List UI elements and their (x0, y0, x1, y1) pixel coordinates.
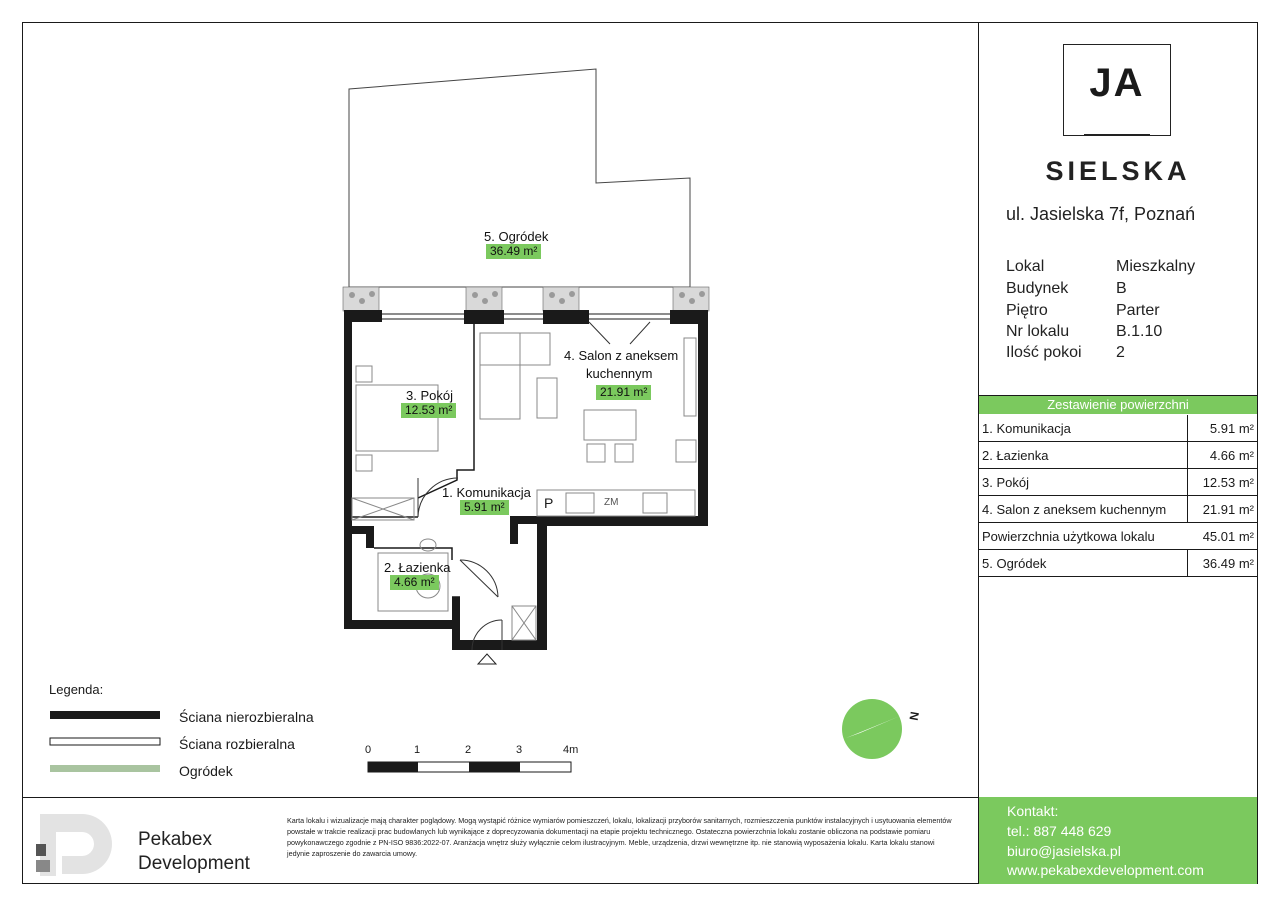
contact-title: Kontakt: (1007, 803, 1059, 819)
info-value: B.1.10 (1116, 323, 1163, 340)
scale-tick-0: 0 (365, 744, 372, 756)
pekabex-logo-icon (34, 810, 130, 880)
info-key: Lokal (1006, 258, 1045, 275)
info-row (1006, 280, 1127, 298)
summary-row-value: 4.66 m² (1209, 448, 1254, 463)
legend-label-partition: Ściana rozbieralna (179, 736, 295, 752)
info-row (1006, 344, 1125, 362)
scale-tick-1: 1 (414, 744, 421, 756)
legend-swatch-bearing (50, 711, 160, 719)
info-key: Piętro (1006, 302, 1048, 319)
summary-row-total (979, 523, 1257, 550)
contact-box (979, 797, 1257, 884)
info-key: Budynek (1006, 280, 1069, 297)
dining-table (584, 410, 636, 440)
summary-row-value: 21.91 m² (1202, 502, 1254, 517)
garden-edge-stones (343, 287, 709, 311)
info-key: Ilość pokoi (1006, 344, 1082, 361)
contact-phone[interactable]: tel.: 887 448 629 (1007, 823, 1112, 839)
developer-name-line1: Pekabex (138, 829, 212, 850)
contact-email[interactable]: biuro@jasielska.pl (1007, 843, 1121, 859)
bathroom-area: 4.66 m² (390, 575, 439, 590)
summary-row-name: 5. Ogródek (982, 556, 1047, 571)
compass (842, 699, 902, 759)
logo (1063, 44, 1171, 136)
sofa (480, 333, 550, 365)
scale-tick-4: 4m (563, 744, 579, 756)
living-area: 21.91 m² (596, 385, 651, 400)
summary-row-value: 5.91 m² (1209, 421, 1254, 436)
contact-website[interactable]: www.pekabexdevelopment.com (1007, 862, 1204, 878)
address: ul. Jasielska 7f, Poznań (1006, 204, 1196, 224)
scale-bar (368, 762, 571, 772)
bedroom-area: 12.53 m² (401, 403, 456, 418)
garden-area: 36.49 m² (486, 244, 541, 259)
info-row (1006, 323, 1162, 341)
footer-divider (22, 797, 978, 798)
compass-north-letter: N (906, 710, 922, 722)
garden-label: 5. Ogródek (484, 229, 549, 244)
disclaimer: Karta lokalu i wizualizacje mają charakter poglądowy. Mogą wystąpić różnice wymiarów pomieszczeń, lokalu, lokalizacji przyborów sanitarnych, rozmieszczenia punktów instalacyjnych i usytuowania elementów powstałe w trakcie realizacji prac budowlanych lub wynikające z doprecyzowania dokumentacji na etapie projektu technicznego. Ostateczna powierzchnia lokalu zostanie obliczona na podstawie pomiaru powykonawczego zgodnie z PN-ISO 9836:2022-07. Aranżacja wnętrz służy wyłącznie celom ilustracyjnym. Meble, urządzenia, drzwi wewnętrzne itp. nie stanowią wyposażenia lokalu. Karta lokalu stanowi jedynie zaproszenie do zawarcia umowy. (287, 816, 952, 858)
summary-row (979, 415, 1257, 442)
partition-walls (352, 322, 474, 597)
bedroom-label: 3. Pokój (406, 388, 453, 403)
bathroom-label: 2. Łazienka (384, 560, 451, 575)
summary-row-name: 2. Łazienka (982, 448, 1049, 463)
scale-tick-2: 2 (465, 744, 472, 756)
info-row (1006, 302, 1160, 320)
legend-title: Legenda: (49, 682, 104, 697)
info-value: 2 (1116, 344, 1125, 361)
hall-area: 5.91 m² (460, 500, 509, 515)
windows (382, 314, 670, 319)
info-row (1006, 258, 1195, 276)
summary-row-value: 12.53 m² (1202, 475, 1254, 490)
entrance-arrow (478, 654, 496, 664)
legend-label-bearing: Ściana nierozbieralna (179, 709, 314, 725)
info-value: B (1116, 280, 1127, 297)
oven-label: ZM (604, 497, 619, 508)
legend-label-garden: Ogródek (179, 763, 233, 779)
fridge-label: P (544, 495, 554, 511)
summary-row-value: 45.01 m² (1202, 529, 1254, 544)
hall-label: 1. Komunikacja (442, 485, 531, 500)
summary-row-name: 1. Komunikacja (982, 421, 1071, 436)
summary-row (979, 550, 1257, 577)
legend-swatch-garden (50, 765, 160, 772)
summary-row-name: 3. Pokój (982, 475, 1029, 490)
summary-row (979, 496, 1257, 523)
stone-dots (349, 291, 705, 304)
info-key: Nr lokalu (1006, 323, 1070, 340)
scale-tick-3: 3 (516, 744, 523, 756)
summary-row-value: 36.49 m² (1202, 556, 1254, 571)
logo-underline (1084, 134, 1150, 136)
info-value: Parter (1116, 302, 1160, 319)
summary-row-name: 4. Salon z aneksem kuchennym (982, 502, 1167, 517)
brand-name: SIELSKA (1045, 156, 1191, 186)
logo-mark: JA (1089, 61, 1145, 105)
summary-row (979, 442, 1257, 469)
summary-row-name: Powierzchnia użytkowa lokalu (982, 529, 1155, 544)
developer-name-line2: Development (138, 853, 250, 874)
summary-title: Zestawienie powierzchni (979, 396, 1257, 414)
summary-row (979, 469, 1257, 496)
developer-name (138, 828, 250, 876)
living-label-line2: kuchennym (586, 366, 653, 381)
info-value: Mieszkalny (1116, 258, 1196, 275)
living-label-line1: 4. Salon z aneksem (564, 348, 679, 363)
legend-swatch-partition (50, 738, 160, 745)
